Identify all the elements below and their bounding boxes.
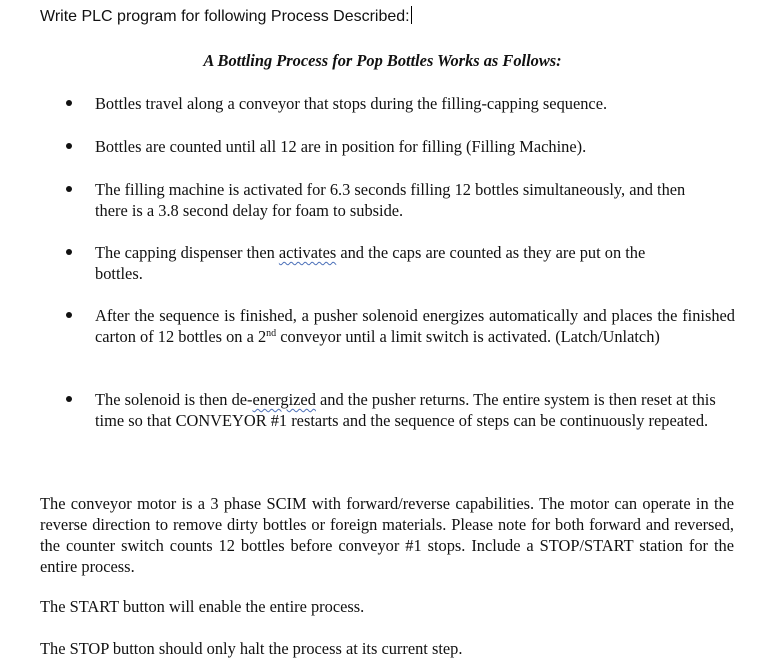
bullet-item-filling: The filling machine is activated for 6.3 seconds filling 12 bottles simultaneously, and then there is a 3.8 second delay for foam to subside.: [95, 180, 686, 220]
capping-text-end: and the caps are counted as they are put on the bottles.: [95, 243, 646, 283]
bullet-dot-icon: [66, 100, 74, 108]
spellcheck-flag-energized[interactable]: energized: [252, 390, 316, 409]
pusher-text-end: conveyor until a limit switch is activated. (Latch/Unlatch): [276, 327, 660, 346]
bullet-item-pusher: [95, 305, 735, 347]
bullet-dot-icon: [66, 143, 74, 151]
bullet-dot-icon: [66, 249, 74, 257]
section-heading: A Bottling Process for Pop Bottles Works as Follows:: [203, 51, 562, 70]
title-line-text: Write PLC program for following Process Described:: [40, 8, 410, 25]
spellcheck-flag-activates[interactable]: activates: [278, 243, 337, 262]
pusher-text-start: After the sequence is finished, a pusher solenoid energizes automatically and places the finished carton of 12 bottles on a 2: [95, 306, 735, 346]
paragraph-motor: The conveyor motor is a 3 phase SCIM with forward/reverse capabilities. The motor can operate in the reverse direction to remove dirty bottles or foreign materials. Please note for both forward and reversed, the counter switch counts 12 bottles before conveyor #1 stops. Include a STOP/START station for the entire process.: [40, 494, 734, 576]
reset-text-end: and the pusher returns. The entire system is then reset at this time so that CONVEYOR #1 restarts and the sequence of steps can be continuously repeated.: [95, 390, 716, 430]
bullet-dot-icon: [66, 186, 74, 194]
capping-text-start: The capping dispenser then: [95, 243, 279, 262]
ordinal-superscript: nd: [266, 328, 277, 339]
bullet-item-reset: [95, 389, 735, 431]
bullet-item-conveyor: Bottles travel along a conveyor that stops during the filling-capping sequence.: [95, 94, 608, 113]
bullet-item-capping: [95, 242, 680, 284]
paragraph-start-button: The START button will enable the entire process.: [40, 597, 365, 616]
bullet-item-counting: Bottles are counted until all 12 are in position for filling (Filling Machine).: [95, 137, 587, 156]
bullet-dot-icon: [66, 396, 74, 404]
reset-text-start: The solenoid is then de-: [95, 390, 253, 409]
paragraph-stop-button: The STOP button should only halt the process at its current step.: [40, 639, 463, 658]
bullet-dot-icon: [66, 312, 74, 320]
document-first-line[interactable]: [40, 6, 412, 27]
text-cursor: [411, 6, 412, 24]
